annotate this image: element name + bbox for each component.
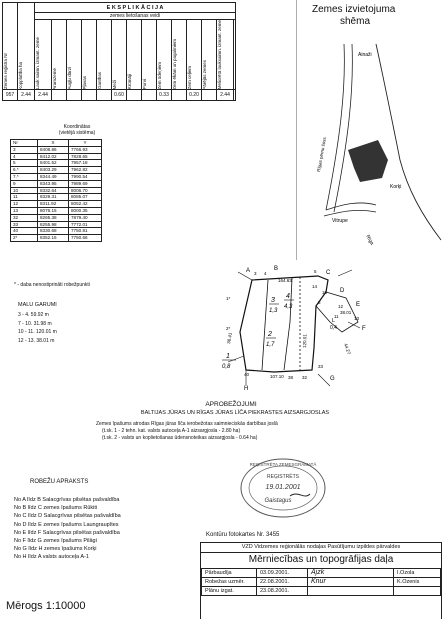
parcel-plan — [218, 262, 388, 392]
header-meliorēta: Meliorētā lauksaimn. izmant. zeme — [217, 20, 234, 90]
row-mezi: 0.60 — [112, 90, 127, 101]
measure-line: 3 - 4. 59.92 m — [18, 312, 49, 318]
plan-point: 32 — [302, 375, 308, 380]
explication-title: E K S P L I K Ā C I J A — [35, 3, 236, 13]
plan-letter: B — [274, 266, 279, 272]
row-celi: 0.20 — [187, 90, 202, 101]
coordinate-cell: 7750.81 — [69, 228, 102, 235]
coordinate-cell: 8401.52 — [38, 160, 69, 167]
plan-letter: D — [340, 288, 345, 294]
stamp-ring-text: REĢISTRĒTA ZEMESGRĀMATĀ — [249, 462, 317, 467]
office-name: VZD Vidzemes reģionālās nodaļas Pasūtījumu izpildes pārvaldes — [241, 544, 401, 550]
coordinate-cell: 12 — [11, 201, 38, 208]
plan-point: 10 — [322, 290, 328, 295]
encumbrances-title: APROBEŽOJUMI — [205, 401, 257, 408]
coordinate-row — [11, 207, 102, 214]
coordinate-cell: 8076.15 — [38, 207, 69, 214]
parcel-label: 4 — [286, 293, 290, 300]
label-riga: Rīga — [364, 234, 375, 247]
plan-point: 8 — [318, 300, 321, 305]
coordinate-row — [11, 235, 102, 242]
coordinates-table — [10, 139, 102, 242]
coordinate-row — [11, 221, 102, 228]
coordinate-cell: 8343.95 — [38, 180, 69, 187]
parcel-location — [348, 140, 388, 182]
scheme-title: Zemes izvietojuma shēma — [312, 4, 396, 27]
division-line — [262, 280, 268, 370]
coordinate-row — [11, 160, 102, 167]
row-lauks: 2.44 — [35, 90, 52, 101]
coordinate-row — [11, 228, 102, 235]
plan-dim: 36.41 — [226, 332, 233, 345]
parcel-label: 4,3 — [284, 304, 293, 310]
coordinate-row — [11, 180, 102, 187]
header-celi: Zem ceļiem — [187, 20, 202, 90]
coordinate-row — [11, 173, 102, 180]
header-krumaji: Krūmāji — [127, 20, 142, 90]
parcel-label: 1 — [226, 353, 230, 360]
coordinate-row — [11, 214, 102, 221]
stamp-signature — [290, 494, 310, 496]
coordinate-cell: 7879.40 — [69, 214, 102, 221]
plan-point: 33 — [318, 364, 324, 369]
encumbrances-subtitle: BALTIJAS JŪRAS UN RĪGAS JŪRAS LĪČA PIEKRASTES AIZSARGJOSLAS — [140, 410, 330, 416]
parcel-label: 2 — [268, 331, 272, 338]
header-reg-nr: Zemes reģistra Nr — [3, 3, 18, 90]
coordinate-cell: 8052.42 — [69, 201, 102, 208]
plan-dim: 164.63 — [278, 278, 292, 283]
plan-point: 14 — [312, 284, 318, 289]
plan-letter: E — [356, 302, 361, 308]
header-plavas: Pļavas — [82, 20, 97, 90]
department-title: Mērniecības un topogrāfijas daļa — [201, 552, 441, 567]
plan-letter: A — [246, 268, 251, 274]
coordinate-cell: 5 — [11, 160, 38, 167]
coordinate-cell: 8311.92 — [38, 201, 69, 208]
coordinate-cell: 8330.68 — [38, 228, 69, 235]
coordinate-cell: 8255.98 — [38, 221, 69, 228]
coordinate-row — [11, 201, 102, 208]
coordinate-cell: 7772.01 — [69, 221, 102, 228]
coordinate-cell: 10 — [11, 187, 38, 194]
plan-letter: G — [330, 376, 335, 382]
coordinate-cell: 7766.93 — [69, 146, 102, 153]
plan-dim: 44.27 — [343, 342, 352, 355]
coordinate-cell: 8329.31 — [38, 194, 69, 201]
boundary-line: No A līdz B Salacgrīvas pilsētas pašvaldība — [14, 497, 120, 503]
header-spacer — [234, 20, 236, 90]
row-reg-nr: 957 — [3, 90, 18, 101]
label-ainazi: Ainaži — [358, 52, 372, 58]
explication-table — [2, 2, 236, 101]
measures-title: MALU GARUMI — [18, 302, 57, 308]
road-line — [326, 44, 344, 210]
coordinate-cell: 8412.02 — [38, 153, 69, 160]
coordinate-cell: 2* — [11, 235, 38, 242]
stamp-center: REĢISTRĒTS — [267, 474, 299, 480]
plan-point: 11 — [334, 314, 339, 319]
header-udeni: Zem ūdeņiem — [157, 20, 172, 90]
measures — [18, 302, 57, 345]
plan-letter: F — [362, 326, 366, 332]
row-meliorēta: 2.44 — [217, 90, 234, 101]
coordinate-cell: 8352.15 — [38, 235, 69, 242]
row-udeni: 0.33 — [157, 90, 172, 101]
encumbrance-line: (t.sk. 2 - valsts un koplietošanas ūdensnoteikas aizsargjosla - 0.64 ha) — [102, 435, 258, 441]
plan-point: 38 — [288, 375, 294, 380]
plan-point: 12 — [338, 304, 344, 309]
coast-line — [376, 44, 441, 240]
plan-point: 40 — [244, 372, 250, 377]
header-purvi: Purvi — [142, 20, 157, 90]
coordinate-cell: 8000.35 — [69, 207, 102, 214]
header-lauks: Lauk saimn. izmant. zeme — [35, 20, 52, 90]
coordinate-row — [11, 146, 102, 153]
coordinate-cell: 7.* — [11, 173, 38, 180]
coordinate-cell: 7962.82 — [69, 167, 102, 174]
plan-point: 4 — [264, 271, 267, 276]
coordinate-cell: 7990.54 — [69, 173, 102, 180]
coordinate-cell: 8265.38 — [38, 214, 69, 221]
header-total: Kopplatība ha — [18, 3, 35, 90]
header-aramzeme: Aramzeme — [52, 20, 67, 90]
boundary-line: No C līdz D Salacgrīvas pilsētas pašvaldība — [14, 513, 121, 520]
boundary-line: No B līdz C zemes īpašums Rūkiti — [14, 505, 98, 512]
division-line — [284, 278, 292, 370]
explication-subheader: zemes lietošanas veidi — [35, 13, 236, 20]
plan-point: 3 — [254, 271, 257, 276]
coordinate-row — [11, 167, 102, 174]
coordinate-cell: 7750.66 — [69, 235, 102, 242]
coordinate-row — [11, 187, 102, 194]
parcel-label: 0,8 — [222, 364, 231, 370]
encumbrances — [30, 400, 440, 442]
arrow-line — [338, 270, 352, 276]
boundary-line: No G līdz H zemes īpašums Korķi — [14, 546, 97, 553]
plan-dim: 120.01 — [302, 334, 308, 349]
coordinates-header: Nr X Y — [11, 140, 102, 147]
registration-stamp — [238, 456, 328, 520]
leader-line — [228, 356, 244, 362]
coordinate-cell: 9 — [11, 180, 38, 187]
coordinate-cell: 8332.64 — [38, 187, 69, 194]
coordinate-cell: 4 — [11, 153, 38, 160]
plan-point: 13 — [354, 316, 360, 321]
title-block — [200, 542, 442, 619]
plan-dim: 107.10 — [270, 374, 284, 379]
boundary-line: No F līdz G zemes īpašums Pilāgi — [14, 538, 97, 545]
coordinate-cell: 8006.70 — [69, 187, 102, 194]
location-scheme — [296, 0, 444, 260]
row-total: 2.44 — [18, 90, 35, 101]
coordinate-cell: 3 — [11, 146, 38, 153]
road-line-2 — [334, 44, 352, 212]
scale: Mērogs 1:10000 — [6, 600, 86, 612]
parcel-label: 3 — [271, 297, 275, 304]
parcel-label: 1,7 — [266, 342, 275, 348]
label-korki: Korķi — [390, 184, 402, 190]
plan-dim: 38.01 — [340, 310, 352, 315]
plan-point: 5 — [314, 269, 317, 274]
label-vitrupe: Vitrupe — [332, 218, 348, 224]
plan-letter: H — [244, 386, 249, 392]
coordinate-cell: 13 — [11, 207, 38, 214]
coordinate-cell: 7957.18 — [69, 160, 102, 167]
boundary-line: No H līdz A valsts autoceļa A-1 — [14, 554, 89, 561]
stamp-sign: Gaistagus — [264, 498, 292, 504]
river-line — [326, 203, 376, 210]
river-line-2 — [324, 210, 376, 216]
label-riga-parnu: Rīgas pērnu šoss — [316, 136, 328, 173]
header-ekas: Zem ēkām un pagalmiem — [172, 20, 187, 90]
plan-l-label: L — [332, 318, 336, 324]
measure-line: 10 - 11. 120.01 m — [18, 329, 57, 335]
boundaries-title: ROBEŽU APRAKSTS — [30, 479, 89, 485]
boundary-line: No D līdz E zemes īpašums Laungraupītes — [14, 521, 119, 528]
signature-table — [201, 568, 441, 596]
coordinates-footnote: * - daba nenostiprināti robežpunkti — [14, 282, 90, 288]
boundaries — [14, 478, 121, 562]
coordinate-cell: 8403.29 — [38, 167, 69, 174]
coordinate-cell: 6.* — [11, 167, 38, 174]
plan-point: 2* — [226, 326, 231, 331]
arrow-line — [318, 374, 330, 386]
coordinate-cell: 8344.49 — [38, 173, 69, 180]
plan-letter: C — [326, 270, 331, 276]
coordinates-title: Koordinātas (vietējā sistēma) — [58, 124, 96, 136]
header-parejas: Pārējās zemes — [202, 20, 217, 90]
coordinate-cell: 8408.86 — [38, 146, 69, 153]
coordinate-row — [11, 194, 102, 201]
coordinate-cell: 33 — [11, 221, 38, 228]
header-darzi: Augļu dārzi — [67, 20, 82, 90]
coordinate-row — [11, 153, 102, 160]
coordinate-cell: 7828.65 — [69, 153, 102, 160]
encumbrance-line: Zemes īpašums atrodas Rīgas jūras līča ierobežotas saimnieciskās darbības joslā — [96, 421, 278, 427]
measure-line: 12 - 13. 38.01 m — [18, 337, 55, 344]
signature-row: Robežas uzmēr. 22.08.2001. Knur K.Ozenis — [202, 578, 441, 587]
contour-number: Kontūru fotokartes Nr. 3455 — [206, 532, 280, 538]
parcel-boundary — [240, 276, 328, 372]
plan-l-value: 0,4 — [330, 325, 337, 331]
signature-row: Pārbaudīja 03.09.2001. Ajzk I.Ozola — [202, 569, 441, 578]
header-mezi: Meži — [112, 20, 127, 90]
coordinate-cell: 32 — [11, 214, 38, 221]
parcel-label: 1,3 — [269, 308, 278, 314]
plan-point: 1* — [226, 296, 231, 301]
signature-row: Plānu izgat. 23.08.2001. — [202, 587, 441, 596]
coordinate-cell: 40 — [11, 228, 38, 235]
coordinate-cell: 7989.69 — [69, 180, 102, 187]
stamp-date: 19.01.2001 — [265, 484, 301, 491]
coordinate-cell: 8085.07 — [69, 194, 102, 201]
coordinate-cell: 11 — [11, 194, 38, 201]
boundary-line: No E līdz F Salacgrīvas pilsētas pašvaldība — [14, 529, 120, 536]
header-ganibas: Ganības — [97, 20, 112, 90]
encumbrance-line: (t.sk. 1 - 2 tehn. kat. valsts autoceļa A-1 aizsargjosla - 2.80 ha) — [102, 428, 241, 434]
measure-line: 7 - 10. 31.98 m — [18, 320, 52, 327]
